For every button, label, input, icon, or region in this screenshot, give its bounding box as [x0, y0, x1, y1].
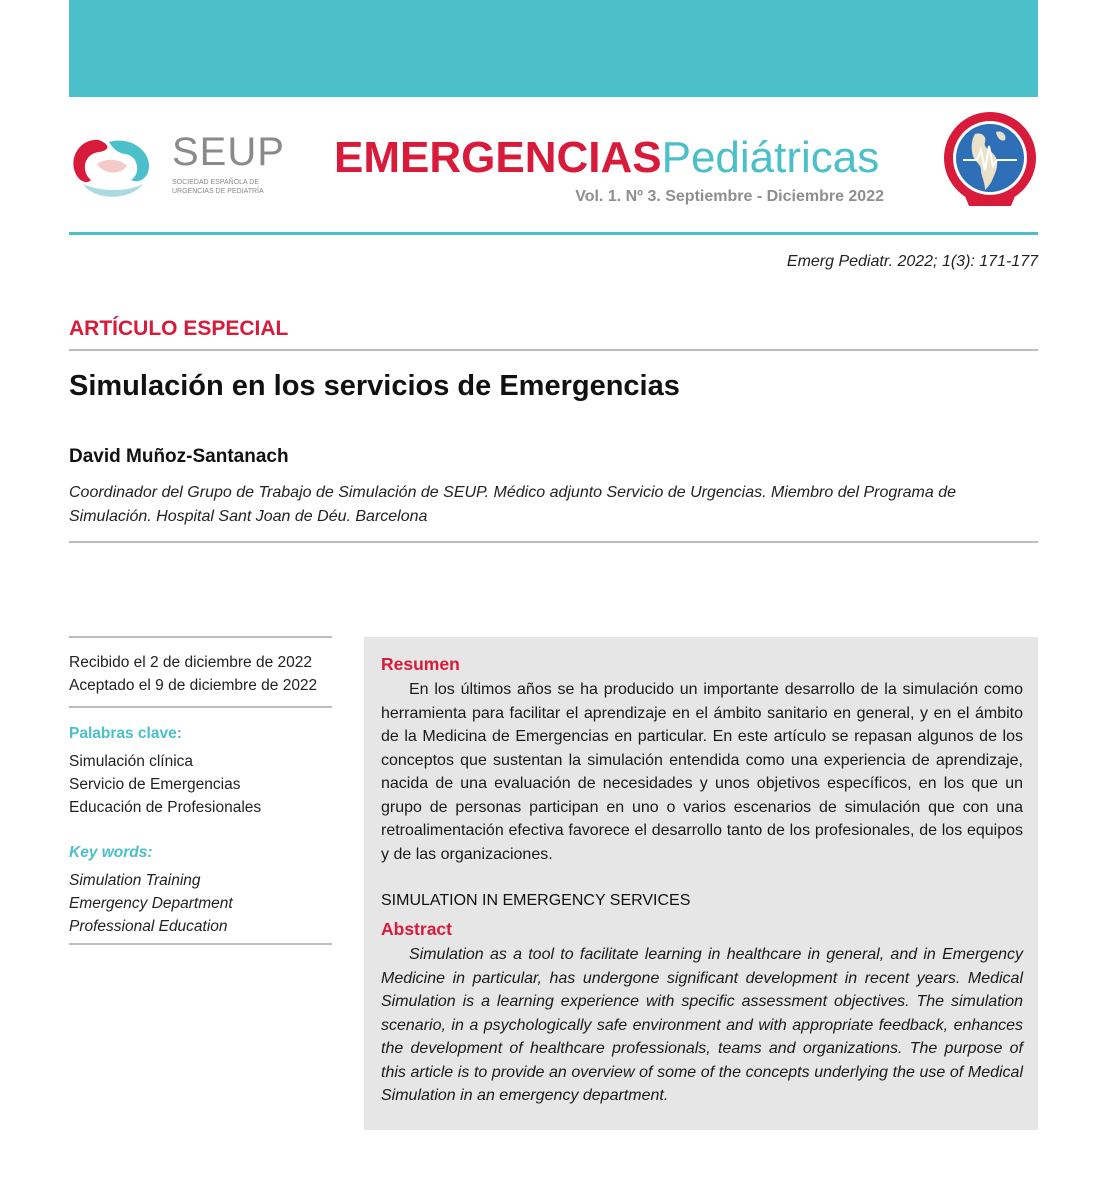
seup-emblem-icon	[69, 134, 159, 200]
keyword-es: Simulación clínica	[69, 753, 194, 770]
section-label: ARTÍCULO ESPECIAL	[69, 317, 289, 340]
journal-title-emergencias: EMERGENCIAS	[334, 133, 662, 182]
abstract-text: Simulation as a tool to facilitate learning in healthcare in general, and in Emergency Medicine in particular, has undergone significant development in recent years. Medical Simulation is a learning experience with specific assessment objectives. The simulation scenario, in a psychologically safe environment and with appropriate feedback, enhances the development of healthcare professionals, teams and organizations. The purpose of this article is to provide an overview of some of the concepts underlying the use of Medical Simulation in an emergency department.	[381, 946, 1023, 1104]
keyword-en: Professional Education	[69, 918, 228, 935]
section-divider	[69, 349, 1038, 351]
journal-volume: Vol. 1. Nº 3. Septiembre - Diciembre 2022	[575, 188, 884, 205]
article-title: Simulación en los servicios de Emergencias	[69, 370, 680, 402]
abstract-heading: Abstract	[381, 919, 452, 939]
keyword-es: Servicio de Emergencias	[69, 776, 241, 793]
resumen-heading: Resumen	[381, 654, 460, 674]
header-bottom-divider	[69, 541, 1038, 543]
journal-title-pediatricas: Pediátricas	[661, 133, 880, 182]
top-banner	[69, 0, 1038, 97]
received-date: Recibido el 2 de diciembre de 2022	[69, 654, 312, 671]
english-title: SIMULATION IN EMERGENCY SERVICES	[381, 892, 691, 909]
keywords-es-title: Palabras clave:	[69, 725, 182, 742]
seup-subtitle: SOCIEDAD ESPAÑOLA DE URGENCIAS DE PEDIATRÍA	[172, 179, 264, 195]
accepted-date: Aceptado el 9 de diciembre de 2022	[69, 677, 318, 694]
sidebar-bottom-divider	[69, 943, 332, 945]
sidebar-mid-divider	[69, 706, 332, 708]
abstract-box	[364, 637, 1038, 1130]
keyword-en: Simulation Training	[69, 872, 201, 889]
keyword-en: Emergency Department	[69, 895, 233, 912]
author-name: David Muñoz-Santanach	[69, 446, 289, 467]
slepe-logo	[941, 106, 1039, 214]
citation: Emerg Pediatr. 2022; 1(3): 171-177	[786, 253, 1038, 270]
keyword-es: Educación de Profesionales	[69, 799, 262, 816]
slepe-globe-icon	[941, 106, 1039, 214]
journal-title	[334, 130, 879, 186]
keywords-en-title: Key words:	[69, 844, 153, 861]
sidebar-top-divider	[69, 636, 332, 638]
seup-logo	[69, 130, 285, 204]
header-divider	[69, 232, 1038, 235]
article-sidebar	[69, 651, 332, 938]
author-affiliation: Coordinador del Grupo de Trabajo de Simulación de SEUP. Médico adjunto Servicio de Urgencias. Miembro del Programa de Simulación. Hospital Sant Joan de Déu. Barcelona	[69, 484, 956, 525]
resumen-text: En los últimos años se ha producido un importante desarrollo de la simulación como herramienta para facilitar el aprendizaje en el ámbito sanitario en general, y en el ámbito de la Medicina de Emergencias en particular. En este artículo se repasan algunos de los conceptos que sustentan la simulación entendida como una experiencia de aprendizaje, nacida de una evaluación de necesidades y unos objetivos específicos, en los que un grupo de personas participan en uno o varios escenarios de simulación que con una retroalimentación efectiva favorece el desarrollo tanto de los profesionales, de los equipos y de las organizaciones.	[381, 681, 1023, 863]
seup-wordmark: SEUP	[172, 130, 285, 174]
